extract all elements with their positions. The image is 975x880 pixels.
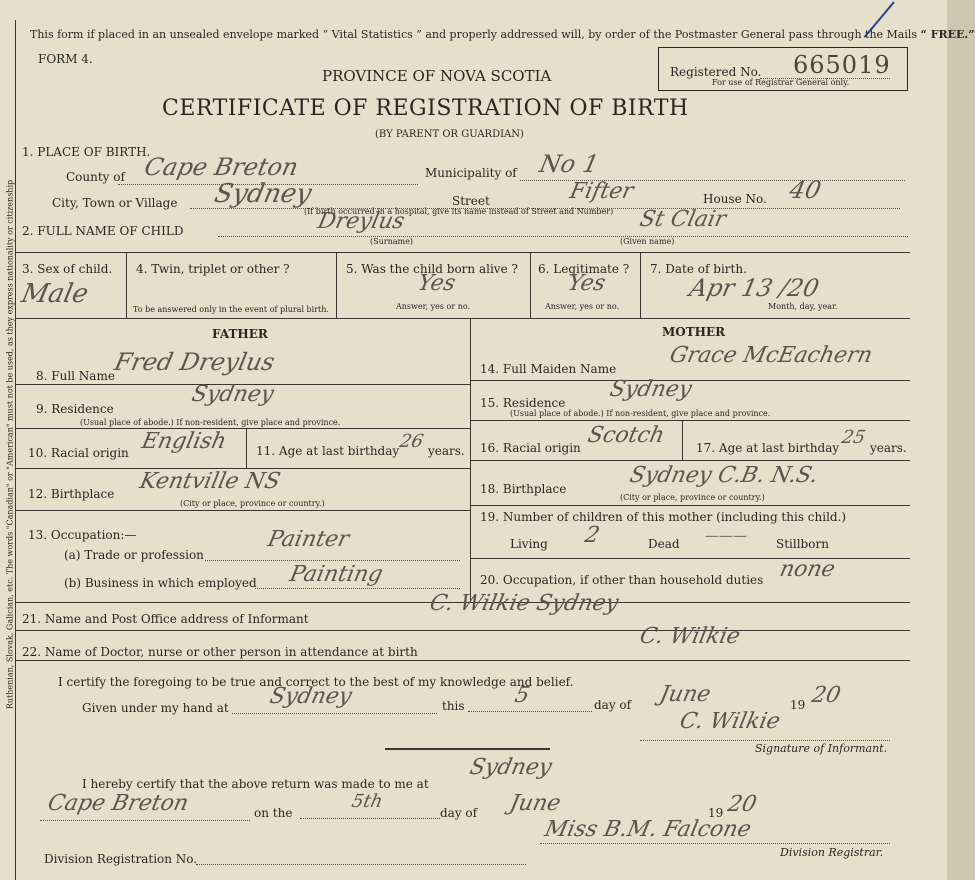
city-label: City, Town or Village bbox=[52, 196, 178, 210]
registrar-signature: Miss B.M. Falcone bbox=[542, 817, 754, 842]
this-label: this bbox=[442, 699, 465, 713]
alive-note: Answer, yes or no. bbox=[396, 302, 471, 311]
father-trade: Painter bbox=[265, 527, 352, 552]
father-years: years. bbox=[428, 444, 465, 458]
informant-value: C. Wilkie Sydney bbox=[427, 591, 621, 616]
child-given-name: St Clair bbox=[637, 207, 729, 232]
registered-note: For use of Registrar General only. bbox=[712, 78, 850, 87]
mother-line5 bbox=[470, 558, 910, 559]
date-value: Apr 13 /20 bbox=[687, 274, 822, 302]
mother-dead: ——— bbox=[703, 528, 749, 544]
registrar-county-line bbox=[40, 820, 250, 821]
mother-line3 bbox=[470, 460, 910, 461]
father-header: FATHER bbox=[212, 327, 268, 341]
father-age-div bbox=[246, 428, 247, 468]
father-name: Fred Dreylus bbox=[112, 348, 278, 376]
registrar-day-line bbox=[300, 818, 440, 819]
father-trade-line bbox=[205, 560, 460, 561]
mother-residence: Sydney bbox=[607, 377, 694, 402]
mother-birthplace: Sydney C.B. N.S. bbox=[627, 463, 821, 488]
mother-living: 2 bbox=[582, 523, 602, 548]
father-birthplace: Kentville NS bbox=[137, 469, 283, 494]
twin-label: 4. Twin, triplet or other ? bbox=[136, 262, 290, 276]
mother-stillborn-label: Stillborn bbox=[776, 537, 829, 551]
date-label: 7. Date of birth. bbox=[650, 262, 747, 276]
registrar-month: June bbox=[507, 791, 563, 816]
division-registration-line bbox=[196, 864, 526, 865]
father-age-label: 11. Age at last birthday bbox=[256, 444, 400, 458]
certify-month: June bbox=[657, 682, 713, 707]
county-label: County of bbox=[66, 170, 125, 184]
father-name-label: 8. Full Name bbox=[36, 369, 115, 383]
father-trade-label: (a) Trade or profession bbox=[64, 548, 204, 562]
row3-bottom-line bbox=[15, 318, 910, 319]
legit-value: Yes bbox=[565, 271, 608, 296]
division-registration-label: Division Registration No. bbox=[44, 852, 198, 866]
father-line2 bbox=[15, 428, 470, 429]
day-line bbox=[468, 711, 592, 712]
father-business: Painting bbox=[287, 562, 386, 587]
registrar-text: I hereby certify that the above return was made to me at bbox=[82, 777, 429, 791]
mother-age-label: 17. Age at last birthday bbox=[696, 441, 840, 455]
mother-occupation: none bbox=[777, 557, 838, 582]
date-note: Month, day, year. bbox=[768, 302, 838, 311]
row3-div4 bbox=[640, 252, 641, 318]
separator-line bbox=[385, 748, 550, 750]
left-border bbox=[15, 20, 16, 880]
street-value: Fifter bbox=[567, 179, 636, 204]
mother-racial: Scotch bbox=[585, 423, 667, 448]
row3-div3 bbox=[530, 252, 531, 318]
doctor-bottom-line bbox=[15, 660, 910, 661]
father-business-label: (b) Business in which employed bbox=[64, 576, 257, 590]
city-value: Sydney bbox=[211, 179, 315, 209]
registrar-year-prefix: 19 bbox=[708, 806, 724, 820]
registered-label: Registered No. bbox=[670, 65, 762, 79]
registrar-day-label: day of bbox=[440, 806, 478, 820]
child-name-label: 2. FULL NAME OF CHILD bbox=[22, 224, 184, 238]
row3-div1 bbox=[126, 252, 127, 318]
registrar-on-label: on the bbox=[254, 806, 293, 820]
doctor-top-line bbox=[15, 630, 910, 631]
registrar-place: Sydney bbox=[467, 755, 554, 780]
legit-note: Answer, yes or no. bbox=[545, 302, 620, 311]
mother-occupation-label: 20. Occupation, if other than household duties bbox=[480, 573, 764, 587]
registered-value: 665019 bbox=[793, 51, 891, 79]
form-number: FORM 4. bbox=[38, 52, 93, 66]
mother-name: Grace McEachern bbox=[667, 343, 875, 368]
registrar-signature-line bbox=[540, 843, 890, 844]
alive-label: 5. Was the child born alive ? bbox=[346, 262, 518, 276]
street-label: Street bbox=[452, 194, 490, 208]
mother-residence-note: (Usual place of abode.) If non-resident, give place and province. bbox=[510, 409, 771, 418]
father-birthplace-label: 12. Birthplace bbox=[28, 487, 115, 501]
signature-line bbox=[640, 740, 890, 741]
place-of-birth-label: 1. PLACE OF BIRTH. bbox=[22, 145, 151, 159]
mother-racial-label: 16. Racial origin bbox=[480, 441, 581, 455]
sex-label: 3. Sex of child. bbox=[22, 262, 113, 276]
father-residence: Sydney bbox=[189, 382, 276, 407]
doctor-value: C. Wilkie bbox=[637, 624, 743, 649]
child-name-line bbox=[218, 236, 908, 237]
signature-label: Signature of Informant. bbox=[755, 742, 888, 755]
child-surname-note: (Surname) bbox=[370, 237, 413, 246]
side-strip-text: Ruthenian, Slovak, Galician, etc. The words "Canadian" or "American" must not be used, as they express nationality or citizenship bbox=[5, 179, 15, 710]
mother-name-label: 14. Full Maiden Name bbox=[480, 362, 617, 376]
row3-div2 bbox=[336, 252, 337, 318]
certify-text: I certify the foregoing to be true and correct to the best of my knowledge and belief. bbox=[58, 675, 574, 689]
house-label: House No. bbox=[703, 192, 767, 206]
registrar-year: 20 bbox=[725, 792, 759, 817]
mother-header: MOTHER bbox=[662, 325, 726, 339]
child-given-note: (Given name) bbox=[620, 237, 675, 246]
mother-dead-label: Dead bbox=[648, 537, 680, 551]
hospital-note: (If birth occurred in a hospital, give its name instead of Street and Number) bbox=[304, 207, 614, 216]
alive-value: Yes bbox=[415, 271, 458, 296]
informant-signature: C. Wilkie bbox=[677, 709, 783, 734]
registrar-county: Cape Breton bbox=[45, 791, 191, 816]
father-occupation-label: 13. Occupation:— bbox=[28, 528, 137, 542]
informant-label: 21. Name and Post Office address of Informant bbox=[22, 612, 309, 626]
father-racial-label: 10. Racial origin bbox=[28, 446, 129, 460]
certificate-subtitle: (BY PARENT OR GUARDIAN) bbox=[375, 129, 524, 140]
mother-line4 bbox=[470, 505, 910, 506]
mother-residence-label: 15. Residence bbox=[480, 396, 566, 410]
doctor-label: 22. Name of Doctor, nurse or other person in attendance at birth bbox=[22, 645, 418, 659]
house-value: 40 bbox=[787, 176, 824, 204]
given-label: Given under my hand at bbox=[82, 701, 229, 715]
row3-top-line bbox=[15, 252, 910, 253]
mother-birthplace-label: 18. Birthplace bbox=[480, 482, 567, 496]
child-surname: Dreylus bbox=[315, 209, 407, 234]
mail-notice-text: This form if placed in an unsealed envelope marked “ Vital Statistics ” and properly addressed will, by order of the Postmaster General pass through the Mails bbox=[30, 28, 918, 41]
mail-notice-free: “ FREE.” bbox=[920, 28, 975, 41]
province-heading: PROVINCE OF NOVA SCOTIA bbox=[322, 67, 552, 85]
mother-living-label: Living bbox=[510, 537, 548, 551]
sex-value: Male bbox=[18, 279, 92, 309]
father-racial: English bbox=[139, 429, 229, 454]
mother-line2 bbox=[470, 420, 910, 421]
father-age: 26 bbox=[397, 431, 426, 452]
day-of-label: day of bbox=[594, 698, 632, 712]
twin-note: To be answered only in the event of plural birth. bbox=[133, 305, 329, 314]
father-birthplace-note: (City or place, province or country.) bbox=[180, 499, 325, 508]
mother-birthplace-note: (City or place, province or country.) bbox=[620, 493, 765, 502]
certify-day: 5 bbox=[512, 683, 532, 708]
year-prefix: 19 bbox=[790, 698, 806, 712]
given-place: Sydney bbox=[267, 684, 354, 709]
mother-age-div bbox=[682, 420, 683, 460]
certificate-title: CERTIFICATE OF REGISTRATION OF BIRTH bbox=[162, 96, 689, 121]
given-line bbox=[232, 713, 437, 714]
father-business-line bbox=[255, 588, 460, 589]
mother-years: years. bbox=[870, 441, 907, 455]
municipality-value: No 1 bbox=[537, 150, 602, 178]
mother-age: 25 bbox=[839, 427, 868, 448]
municipality-label: Municipality of bbox=[425, 166, 517, 180]
mother-children-label: 19. Number of children of this mother (including this child.) bbox=[480, 510, 847, 524]
county-value: Cape Breton bbox=[142, 153, 301, 181]
registrar-signature-label: Division Registrar. bbox=[780, 846, 884, 859]
certify-year: 20 bbox=[809, 683, 843, 708]
father-residence-note: (Usual place of abode.) If non-resident, give place and province. bbox=[80, 418, 341, 427]
father-line4 bbox=[15, 510, 470, 511]
registrar-day: 5th bbox=[349, 791, 385, 812]
father-residence-label: 9. Residence bbox=[36, 402, 114, 416]
mail-notice bbox=[30, 28, 975, 42]
legit-label: 6. Legitimate ? bbox=[538, 262, 630, 276]
